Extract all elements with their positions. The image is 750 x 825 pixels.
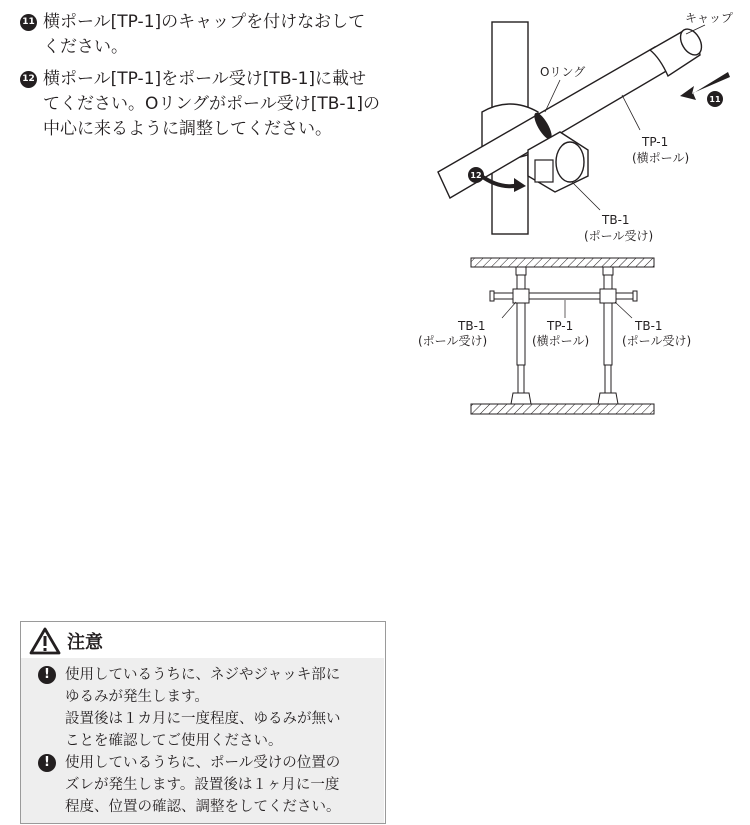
step-text: [43, 67, 392, 142]
ceiling-surface: [471, 258, 654, 267]
label-tb-name: (ポール受け): [584, 229, 654, 243]
label-right-name: (ポール受け): [622, 334, 692, 348]
label-tp-name: (横ポール): [632, 151, 690, 165]
step-11: [20, 10, 392, 60]
warning-triangle-icon: [29, 627, 61, 655]
arrow-11: [680, 72, 730, 100]
receiver-slot: [535, 160, 553, 182]
caution-header: [29, 624, 103, 658]
caution-line: ズレが発生します。設置後は１ヶ月に一度: [65, 777, 340, 793]
caution-line: ゆるみが発生します。: [65, 689, 209, 705]
caution-line: ことを確認してご使用ください。: [65, 733, 283, 749]
caution-line: 使用しているうちに、ポール受けの位置の: [65, 755, 341, 771]
marker-11-text: 11: [709, 95, 721, 104]
right-post-foot: [598, 393, 618, 404]
label-mid-name: (横ポール): [532, 334, 590, 348]
step-text-line: 横ポール[TP-1]をポール受け[TB-1]に載せ: [43, 69, 367, 89]
label-left-name: (ポール受け): [418, 334, 488, 348]
caution-item: [38, 664, 378, 752]
label-left-code: TB-1: [458, 319, 486, 333]
left-bar-cap: [490, 291, 494, 301]
label-cap: キャップ: [685, 11, 734, 25]
step-text-line: てください。Oリングがポール受け[TB-1]の: [43, 94, 380, 114]
right-bar-cap: [633, 291, 637, 301]
leader-tp: [622, 95, 640, 130]
label-oring: Oリング: [540, 65, 586, 79]
right-receiver: [600, 289, 616, 303]
step-number-badge: 11: [20, 14, 37, 31]
left-post-top: [516, 267, 526, 275]
caution-title: 注意: [67, 632, 103, 653]
step-number-badge: 12: [20, 71, 37, 88]
step-text: [43, 10, 392, 60]
leader-tb: [572, 182, 600, 210]
left-post-foot: [511, 393, 531, 404]
exclamation-icon: !: [38, 666, 56, 684]
step-text-line: ください。: [43, 37, 128, 57]
step-text-line: 横ポール[TP-1]のキャップを付けなおして: [43, 12, 366, 32]
caution-line: 使用しているうちに、ネジやジャッキ部に: [65, 667, 341, 683]
right-post-top: [603, 267, 613, 275]
instruction-steps: [20, 10, 392, 149]
caution-line: 程度、位置の確認、調整をしてください。: [65, 799, 341, 815]
front-view: [418, 258, 691, 414]
left-post-jack: [518, 365, 524, 393]
label-tb-code: TB-1: [602, 213, 630, 227]
right-post-jack: [605, 365, 611, 393]
leader-left-tb: [502, 302, 516, 318]
caution-item: [38, 752, 378, 818]
upper-illustration: [438, 11, 733, 243]
caution-box: [20, 621, 386, 824]
label-mid-code: TP-1: [547, 319, 574, 333]
step-12: [20, 67, 392, 142]
caution-text: [38, 752, 378, 818]
label-right-code: TB-1: [635, 319, 663, 333]
step-text-line: 中心に来るように調整してください。: [43, 119, 332, 139]
receiver-face: [556, 142, 584, 182]
floor-surface: [471, 404, 654, 414]
leader-right-tb: [615, 302, 632, 318]
exclamation-icon: !: [38, 754, 56, 772]
left-receiver: [513, 289, 529, 303]
caution-body: [21, 658, 384, 823]
marker-12-text: 12: [470, 171, 482, 180]
label-tp-code: TP-1: [642, 135, 669, 149]
assembly-diagram: [410, 0, 745, 430]
caution-line: 設置後は１カ月に一度程度、ゆるみが無い: [65, 711, 341, 727]
caution-text: [38, 664, 378, 752]
